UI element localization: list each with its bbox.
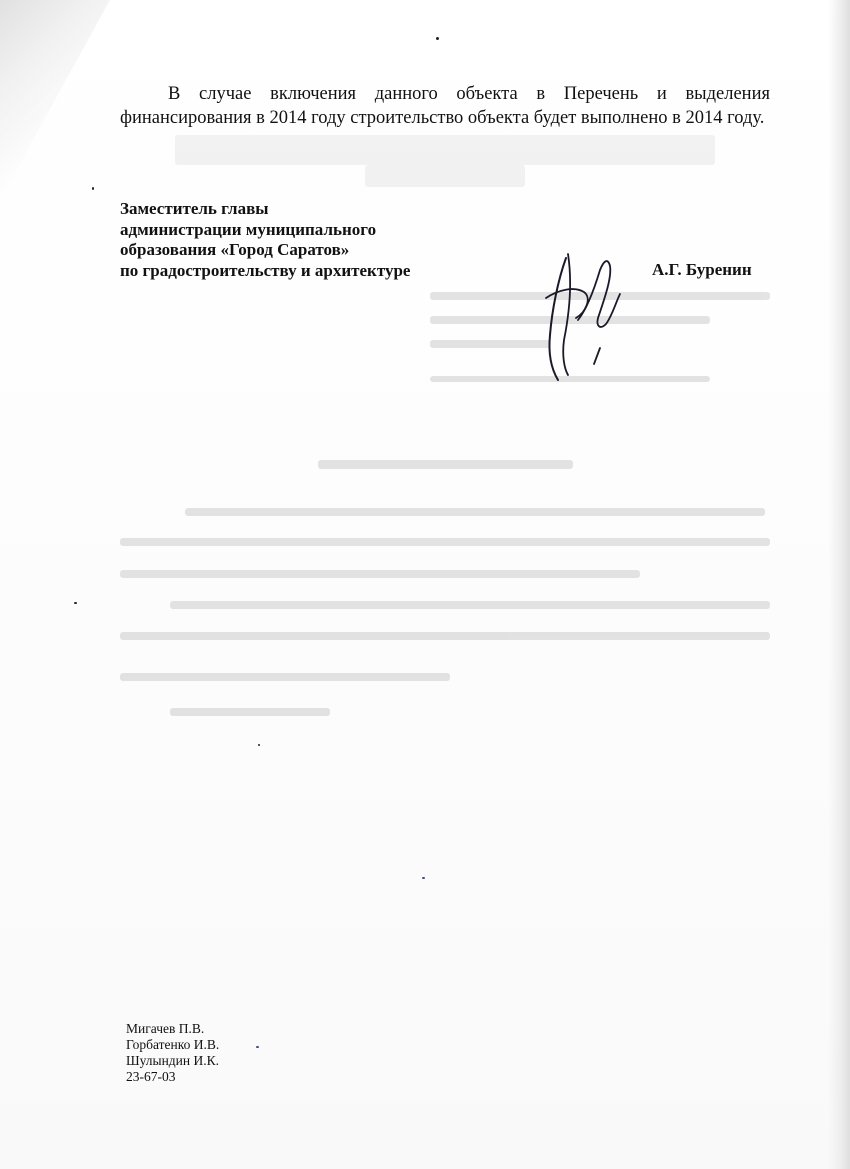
scan-speck — [258, 744, 260, 746]
body-paragraph: В случае включения данного объекта в Перечень и выделения финансирования в 2014 году строительство объекта будет выполнено в 2014 году. — [120, 84, 770, 128]
signatory-name: А.Г. Буренин — [652, 260, 752, 279]
scan-speck — [74, 602, 77, 604]
position-line: по градостроительству и архитектуре — [120, 260, 411, 280]
scan-speck — [256, 1046, 259, 1048]
position-line: Заместитель главы — [120, 199, 269, 218]
executor-line: Горбатенко И.В. — [126, 1037, 220, 1052]
paper-edge-shadow — [828, 0, 850, 1169]
folded-corner — [0, 0, 110, 200]
position-line: администрации муниципального — [120, 219, 377, 239]
signatory-position — [120, 199, 410, 281]
handwritten-signature — [528, 240, 638, 390]
scan-speck — [422, 877, 425, 879]
position-line: образования «Город Саратов» — [120, 240, 350, 259]
executor-line: Шулындин И.К. — [126, 1053, 220, 1068]
executor-phone: 23-67-03 — [126, 1069, 176, 1084]
executors-block — [126, 1021, 219, 1085]
scan-speck — [92, 187, 94, 190]
executor-line: Мигачев П.В. — [126, 1021, 205, 1036]
scan-speck — [436, 37, 439, 40]
